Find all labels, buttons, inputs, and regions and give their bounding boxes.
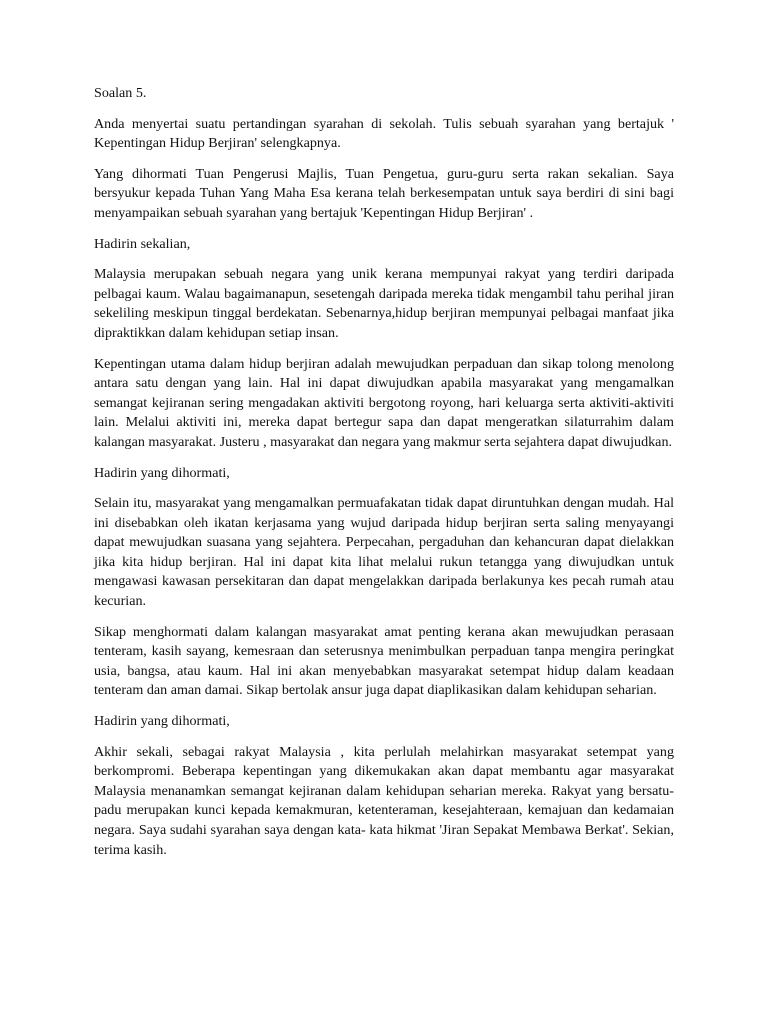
- speech-point-paragraph: Sikap menghormati dalam kalangan masyarakat amat penting kerana akan mewujudkan perasaan tenteram, kasih sayang, kemesraan dan seterusnya menimbulkan perpaduan tanpa mengira peringkat usia, bangsa, atau kaum. Hal ini akan menyebabkan masyarakat setempat hidup dalam keadaan tenteram dan aman damai. Sikap bertolak ansur juga dapat diaplikasikan dalam kehidupan seharian.: [94, 623, 674, 699]
- speech-opening-paragraph: Yang dihormati Tuan Pengerusi Majlis, Tuan Pengetua, guru-guru serta rakan sekalian. Saya bersyukur kepada Tuhan Yang Maha Esa kerana telah berkesempatan untuk saya berdiri di sini bagi menyampaikan sebuah syarahan yang bertajuk 'Kepentingan Hidup Berjiran' .: [94, 165, 674, 221]
- document-body: [94, 84, 674, 871]
- speech-introduction-paragraph: Malaysia merupakan sebuah negara yang unik kerana mempunyai rakyat yang terdiri daripada pelbagai kaum. Walau bagaimanapun, sesetengah daripada mereka tidak mengambil tahu perihal jiran sekeliling meskipun tinggal berdekatan. Sebenarnya,hidup berjiran mempunyai pelbagai manfaat jika dipraktikkan dalam kehidupan setiap insan.: [94, 266, 674, 341]
- question-label: Soalan 5.: [94, 85, 147, 101]
- speech-salutation: Hadirin yang dihormati,: [94, 464, 230, 481]
- speech-point-paragraph: Selain itu, masyarakat yang mengamalkan permuafakatan tidak dapat diruntuhkan dengan mudah. Hal ini disebabkan oleh ikatan kerjasama yang wujud daripada hidup berjiran serta saling menyayangi dapat mewujudkan suasana yang sejahtera. Perpecahan, pergaduhan dan kehancuran dapat dielakkan jika kita hidup berjiran. Hal ini dapat kita lihat melalui rukun tetangga yang diwujudkan untuk mengawasi kawasan persekitaran dan dapat mengelakkan daripada berlakunya kes pecah rumah atau kecurian.: [94, 495, 674, 610]
- speech-point-paragraph: Kepentingan utama dalam hidup berjiran adalah mewujudkan perpaduan dan sikap tolong menolong antara satu dengan yang lain. Hal ini dapat diwujudkan apabila masyarakat yang mengamalkan semangat kejiranan sering mengadakan aktiviti bergotong royong, hari keluarga serta aktiviti-aktiviti lain. Melalui aktiviti ini, mereka dapat bertegur sapa dan dapat mengeratkan silaturrahim dalam kalangan masyarakat. Justeru , masyarakat dan negara yang makmur serta sejahtera dapat diwujudkan.: [94, 355, 674, 450]
- speech-salutation: Hadirin yang dihormati,: [94, 713, 230, 730]
- speech-conclusion-paragraph: Akhir sekali, sebagai rakyat Malaysia , kita perlulah melahirkan masyarakat setempat yang berkompromi. Beberapa kepentingan yang dikemukakan akan dapat membantu agar masyarakat Malaysia menanamkan semangat kejiranan dalam kehidupan seharian mereka. Rakyat yang bersatu-padu merupakan kunci kepada kemakmuran, ketenteraman, kesejahteraan, kemajuan dan kedamaian negara. Saya sudahi syarahan saya dengan kata- kata hikmat 'Jiran Sepakat Membawa Berkat'. Sekian, terima kasih.: [94, 743, 674, 858]
- speech-salutation: Hadirin sekalian,: [94, 235, 191, 252]
- question-instruction: Anda menyertai suatu pertandingan syarahan di sekolah. Tulis sebuah syarahan yang bertajuk ' Kepentingan Hidup Berjiran' selengkapnya.: [94, 115, 674, 152]
